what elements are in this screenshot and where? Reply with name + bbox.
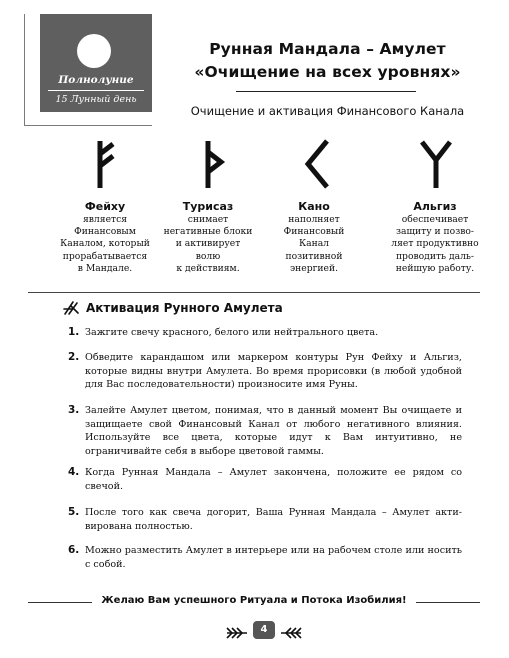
badge-divider <box>48 90 144 91</box>
rune-card-algiz <box>380 200 490 275</box>
page-number-block <box>226 620 302 640</box>
step-item <box>68 466 462 493</box>
title-underline <box>236 91 416 92</box>
rune-card-kano <box>259 200 369 275</box>
rune-name: Турисаз <box>182 200 234 213</box>
algiz-rune-icon <box>416 138 456 190</box>
ornament-right-icon <box>280 624 302 636</box>
fehu-rune-icon <box>86 138 126 190</box>
step-number: 3. <box>68 404 80 416</box>
step-item <box>68 326 462 340</box>
moon-phase-badge <box>40 14 152 112</box>
full-moon-icon <box>77 34 111 68</box>
rune-sign-icon <box>62 300 80 316</box>
footer-message: Желаю Вам успешного Ритуала и Потока Изобилия! <box>101 595 407 606</box>
rune-name: Кано <box>298 200 330 213</box>
thurisaz-rune-icon <box>196 138 236 190</box>
step-item <box>68 506 462 533</box>
moon-phase-label: Полнолуние <box>58 74 134 86</box>
step-number: 2. <box>68 351 80 363</box>
step-text: Можно разместить Амулет в интерьере или на рабочем столе или носить с собой. <box>85 545 462 570</box>
rune-description: обеспечивает защиту и позво- ляет продуктивно проводить даль- нейшую работу. <box>391 214 479 274</box>
rune-description: является Финансовым Каналом, который прорабатывается в Мандале. <box>60 214 150 274</box>
section-title: Активация Рунного Амулета <box>86 301 283 315</box>
rune-name: Фейху <box>84 200 126 213</box>
step-item <box>68 544 462 571</box>
rune-card-thurisaz <box>153 200 263 275</box>
footer-rule-right <box>416 602 480 603</box>
ornament-left-icon <box>226 624 248 636</box>
rune-name: Альгиз <box>413 200 457 213</box>
step-item <box>68 404 462 458</box>
kano-rune-icon <box>298 138 338 190</box>
step-number: 6. <box>68 544 80 556</box>
step-text: Когда Рунная Мандала – Амулет закончена, положите ее рядом со свечой. <box>85 467 462 492</box>
rune-description: наполняет Финансовый Канал позитивной энергией. <box>283 214 345 274</box>
page-number: 4 <box>253 621 275 639</box>
page-title-line-1: Рунная Мандала – Амулет <box>209 40 446 58</box>
step-number: 4. <box>68 466 80 478</box>
step-item <box>68 351 462 392</box>
step-text: Обведите карандашом или маркером контуры Рун Фейху и Альгиз, которые видны внутри Амулета. Во время прорисовки (в любой удобной для Вас последовательности) произносите имя Руны. <box>85 352 462 391</box>
step-number: 1. <box>68 326 80 338</box>
step-text: Залейте Амулет цветом, понимая, что в данный момент Вы очищаете и защищаете свой Финансовый Канал от любого негативного влияния. Используйте все цвета, которые идут к Вам интуитивно, не ограничивайте себя в выборе цветовой гаммы. <box>85 405 462 457</box>
rune-description: снимает негативные блоки и активирует волю к действиям. <box>163 214 253 274</box>
page-title-line-2: «Очищение на всех уровнях» <box>194 63 461 81</box>
section-divider <box>28 292 480 293</box>
step-text: После того как свеча догорит, Ваша Рунная Мандала – Амулет активирована полностью. <box>85 507 462 532</box>
step-number: 5. <box>68 506 80 518</box>
footer-rule-left <box>28 602 92 603</box>
step-text: Зажгите свечу красного, белого или нейтрального цвета. <box>85 327 379 338</box>
rune-card-fehu <box>50 200 160 275</box>
page-subtitle: Очищение и активация Финансового Канала <box>190 104 465 118</box>
lunar-day-label: 15 Лунный день <box>55 94 137 105</box>
